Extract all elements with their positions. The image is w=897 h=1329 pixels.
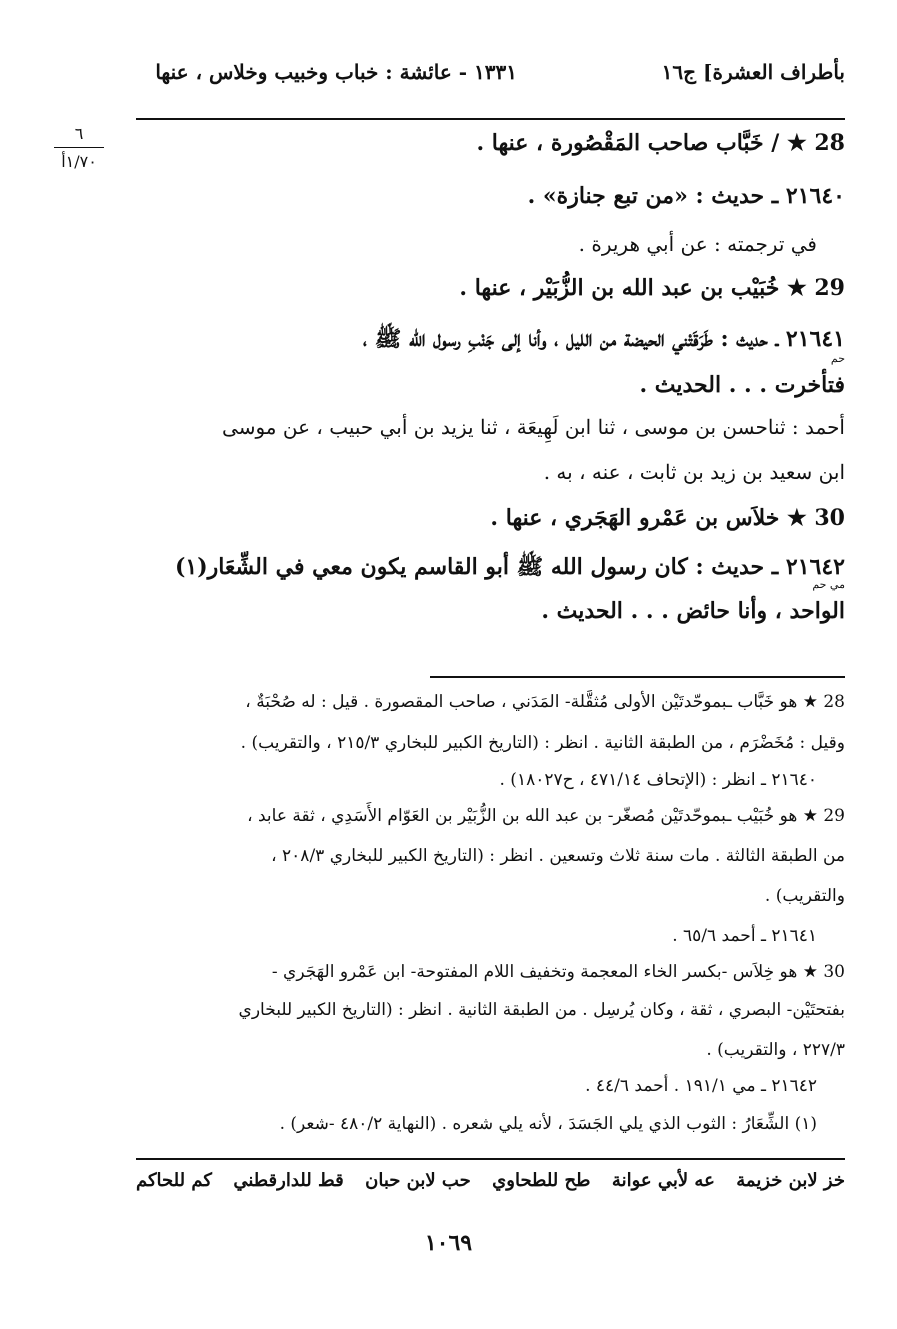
footnote-line: وقيل : مُخَضْرَم ، من الطبقة الثانية . انظر : (التاريخ الكبير للبخاري ٢١٥/٣ ، والتقريب) . [240,733,845,753]
footnote-rule [430,676,845,678]
margin-note-bottom: ١/٧٠أ [61,152,97,171]
body-text: فتأخرت . . . الحديث . [639,372,845,398]
siglum-21642: مي حم [812,578,845,591]
entry-heading-30: 30 ★ خلاَس بن عَمْرو الهَجَري ، عنها . [490,505,845,531]
abbreviation: حب لابن حبان [365,1170,471,1191]
hadith-21642: ٢١٦٤٢ ـ حديث : كان رسول الله ﷺ أبو القاسم يكون معي في الشِّعَار(١) [174,554,845,580]
hadith-21641: ٢١٦٤١ ـ حديث : طَرَقَتْني الحيضة من الليل ، وأنا إلى جَنْبِ رسول الله ﷺ ، [362,326,845,352]
isnad-line: ابن سعيد بن زيد بن ثابت ، عنه ، به . [543,460,845,484]
footnote-line: ٢١٦٤١ ـ أحمد ٦٥/٦ . [672,926,817,946]
abbreviation: عه لأبي عوانة [611,1170,715,1191]
isnad-line: أحمد : ثناحسن بن موسى ، ثنا ابن لَهِيعَة ، ثنا يزيد بن أبي حبيب ، عن موسى [222,415,845,439]
header-rule [136,118,845,120]
body-text: في ترجمته : عن أبي هريرة . [578,232,817,256]
abbreviation: خز لابن خزيمة [736,1170,845,1191]
margin-note [54,124,104,171]
page-number: ١٠٦٩ [424,1230,473,1256]
footnote-line: من الطبقة الثالثة . مات سنة ثلاث وتسعين . انظر : (التاريخ الكبير للبخاري ٢٠٨/٣ ، [271,846,845,866]
footnote-line: ٢١٦٤٢ ـ مي ١٩١/١ . أحمد ٤٤/٦ . [585,1076,817,1096]
hadith-21640: ٢١٦٤٠ ـ حديث : «من تبع جنازة» . [527,183,845,209]
running-header-title: ١٣٣١ - عائشة : خباب وخبيب وخلاس ، عنها [155,60,517,84]
footnote-line: 30 ★ هو خِلاَس -بكسر الخاء المعجمة وتخفيف اللام المفتوحة- ابن عَمْرو الهَجَري - [271,962,845,982]
footnote-line: بفتحتَيْن- البصري ، ثقة ، وكان يُرسِل . من الطبقة الثانية . انظر : (التاريخ الكبير للبخاري [238,1000,845,1020]
abbreviation: طح للطحاوي [492,1170,591,1191]
siglum-21641: حم [830,352,845,365]
margin-note-bar [54,147,104,148]
body-text: الواحد ، وأنا حائض . . . الحديث . [541,598,845,624]
footnote-line: (١) الشِّعَارُ : الثوب الذي يلي الجَسَدَ ، لأنه يلي شعره . (النهاية ٤٨٠/٢ -شعر) . [279,1114,817,1134]
margin-note-top: ٦ [74,124,84,143]
abbreviations-key [136,1170,845,1191]
footnote-line: 29 ★ هو خُبَيْب ـبموحّدتَيْن مُصغّر- بن عبد الله بن الزُّبَيْر بن العَوّام الأَسَدِي ، ثقة عابد ، [247,806,845,826]
footnote-line: ٢١٦٤٠ ـ انظر : (الإتحاف ٤٧١/١٤ ، ح١٨٠٢٧) . [499,770,817,790]
footnote-line: 28 ★ هو خَبَّاب ـبموحّدتَيْن الأولى مُثقَّلة- المَدَني ، صاحب المقصورة . قيل : له صُحْبَةٌ ، [245,692,845,712]
abbreviation: قط للدارقطني [233,1170,344,1191]
running-header-volume: بأطراف العشرة] ج١٦ [661,60,845,84]
entry-heading-29: 29 ★ خُبَيْب بن عبد الله بن الزُّبَيْر ، عنها . [459,275,845,301]
footnote-line: والتقريب) . [764,886,845,906]
footnote-line: ٢٢٧/٣ ، والتقريب) . [706,1040,845,1060]
abbreviations-rule [136,1158,845,1160]
abbreviation: كم للحاكم [136,1170,212,1191]
entry-heading-28: 28 ★ / خَبَّاب صاحب المَقْصُورة ، عنها . [476,130,845,156]
